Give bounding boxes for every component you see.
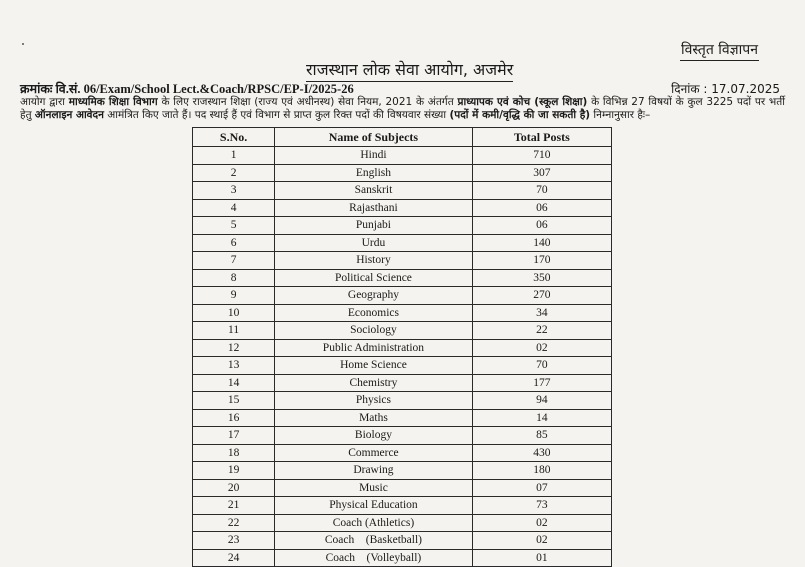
cell-sno: 2 (193, 164, 275, 182)
table-row (193, 409, 612, 427)
table-row (193, 444, 612, 462)
cell-subject: Commerce (275, 444, 473, 462)
cell-sno: 1 (193, 147, 275, 165)
cell-sno: 18 (193, 444, 275, 462)
cell-total-posts: 270 (472, 287, 611, 305)
cell-total-posts: 34 (472, 304, 611, 322)
cell-sno: 24 (193, 549, 275, 567)
cell-sno: 8 (193, 269, 275, 287)
cell-subject: Physical Education (275, 497, 473, 515)
cell-subject: Coach (Basketball) (275, 532, 473, 550)
cell-total-posts: 06 (472, 217, 611, 235)
header-total-posts: Total Posts (472, 128, 611, 147)
cell-subject: Coach (Volleyball) (275, 549, 473, 567)
cell-sno: 19 (193, 462, 275, 480)
table-row (193, 514, 612, 532)
cell-total-posts: 07 (472, 479, 611, 497)
cell-total-posts: 350 (472, 269, 611, 287)
cell-total-posts: 06 (472, 199, 611, 217)
table-header-row (193, 128, 612, 147)
table-row (193, 252, 612, 270)
cell-subject: Home Science (275, 357, 473, 375)
cell-total-posts: 430 (472, 444, 611, 462)
cell-sno: 11 (193, 322, 275, 340)
intro-apply: ऑनलाइन आवेदन (34, 109, 104, 121)
intro-text-1: आयोग द्वारा (20, 96, 69, 108)
cell-subject: Coach (Athletics) (275, 514, 473, 532)
cell-total-posts: 73 (472, 497, 611, 515)
table-row (193, 322, 612, 340)
table-row (193, 462, 612, 480)
cell-sno: 12 (193, 339, 275, 357)
cell-subject: English (275, 164, 473, 182)
table-row (193, 532, 612, 550)
cell-subject: Sanskrit (275, 182, 473, 200)
cell-subject: Rajasthani (275, 199, 473, 217)
cell-total-posts: 02 (472, 514, 611, 532)
cell-subject: Chemistry (275, 374, 473, 392)
cell-subject: Biology (275, 427, 473, 445)
cell-sno: 17 (193, 427, 275, 445)
notice-date: दिनांक : 17.07.2025 (671, 82, 780, 96)
table-row (193, 497, 612, 515)
cell-total-posts: 177 (472, 374, 611, 392)
cell-subject: Music (275, 479, 473, 497)
table-row (193, 147, 612, 165)
table-row (193, 357, 612, 375)
table-row (193, 374, 612, 392)
intro-department: माध्यमिक शिक्षा विभाग (68, 96, 158, 108)
cell-subject: Economics (275, 304, 473, 322)
intro-text-3: के विभिन्न 27 विषयों के कुल 3225 पदों पर भर्ती हेतु (20, 96, 785, 121)
cell-subject: Sociology (275, 322, 473, 340)
cell-subject: Maths (275, 409, 473, 427)
table-row (193, 339, 612, 357)
cell-subject: Public Administration (275, 339, 473, 357)
cell-subject: Geography (275, 287, 473, 305)
table-row (193, 549, 612, 567)
cell-subject: Political Science (275, 269, 473, 287)
table-row (193, 164, 612, 182)
cell-total-posts: 70 (472, 357, 611, 375)
cell-sno: 14 (193, 374, 275, 392)
header-sno: S.No. (193, 128, 275, 147)
cell-subject: Urdu (275, 234, 473, 252)
cell-subject: Punjabi (275, 217, 473, 235)
table-body (193, 147, 612, 567)
cell-total-posts: 307 (472, 164, 611, 182)
intro-text-4: आमंत्रित किए जाते हैं। पद स्थाई हैं एवं विभाग से प्राप्त कुल रिक्त पदों की विषयवार संख्या (103, 109, 450, 121)
table-row (193, 287, 612, 305)
page-title: राजस्थान लोक सेवा आयोग, अजमेर (306, 58, 513, 82)
cell-total-posts: 02 (472, 339, 611, 357)
table-row (193, 234, 612, 252)
cell-total-posts: 170 (472, 252, 611, 270)
cell-total-posts: 70 (472, 182, 611, 200)
posts-table (192, 127, 612, 567)
cell-subject: Physics (275, 392, 473, 410)
cell-total-posts: 140 (472, 234, 611, 252)
header-subject: Name of Subjects (275, 128, 473, 147)
cell-sno: 4 (193, 199, 275, 217)
table-row (193, 217, 612, 235)
table-row (193, 427, 612, 445)
cell-total-posts: 14 (472, 409, 611, 427)
cell-sno: 15 (193, 392, 275, 410)
table-row (193, 479, 612, 497)
table-row (193, 199, 612, 217)
intro-paragraph (20, 96, 785, 122)
cell-subject: History (275, 252, 473, 270)
reference-number: क्रमांकः वि.सं. 06/Exam/School Lect.&Coach/RPSC/EP-I/2025-26 (20, 82, 354, 96)
cell-sno: 23 (193, 532, 275, 550)
table-row (193, 182, 612, 200)
cell-total-posts: 01 (472, 549, 611, 567)
cell-total-posts: 02 (472, 532, 611, 550)
cell-sno: 7 (193, 252, 275, 270)
cell-sno: 9 (193, 287, 275, 305)
cell-total-posts: 22 (472, 322, 611, 340)
cell-sno: 16 (193, 409, 275, 427)
cell-sno: 21 (193, 497, 275, 515)
cell-sno: 5 (193, 217, 275, 235)
cell-sno: 10 (193, 304, 275, 322)
cell-subject: Drawing (275, 462, 473, 480)
cell-subject: Hindi (275, 147, 473, 165)
intro-post: प्राध्यापक एवं कोच (स्कूल शिक्षा) (457, 96, 588, 108)
cell-total-posts: 94 (472, 392, 611, 410)
speck (22, 43, 24, 45)
cell-sno: 13 (193, 357, 275, 375)
cell-sno: 6 (193, 234, 275, 252)
cell-sno: 3 (193, 182, 275, 200)
intro-note: (पदों में कमी/वृद्धि की जा सकती है) (449, 109, 591, 121)
cell-total-posts: 85 (472, 427, 611, 445)
intro-text-2: के लिए राजस्थान शिक्षा (राज्य एवं अधीनस्थ) सेवा नियम, 2021 के अंतर्गत (157, 96, 458, 108)
cell-sno: 22 (193, 514, 275, 532)
cell-total-posts: 710 (472, 147, 611, 165)
table-row (193, 392, 612, 410)
advertisement-badge: विस्तृत विज्ञापन (680, 40, 759, 61)
cell-total-posts: 180 (472, 462, 611, 480)
table-row (193, 269, 612, 287)
cell-sno: 20 (193, 479, 275, 497)
intro-text-5: निम्नानुसार हैः– (590, 109, 651, 121)
table-row (193, 304, 612, 322)
